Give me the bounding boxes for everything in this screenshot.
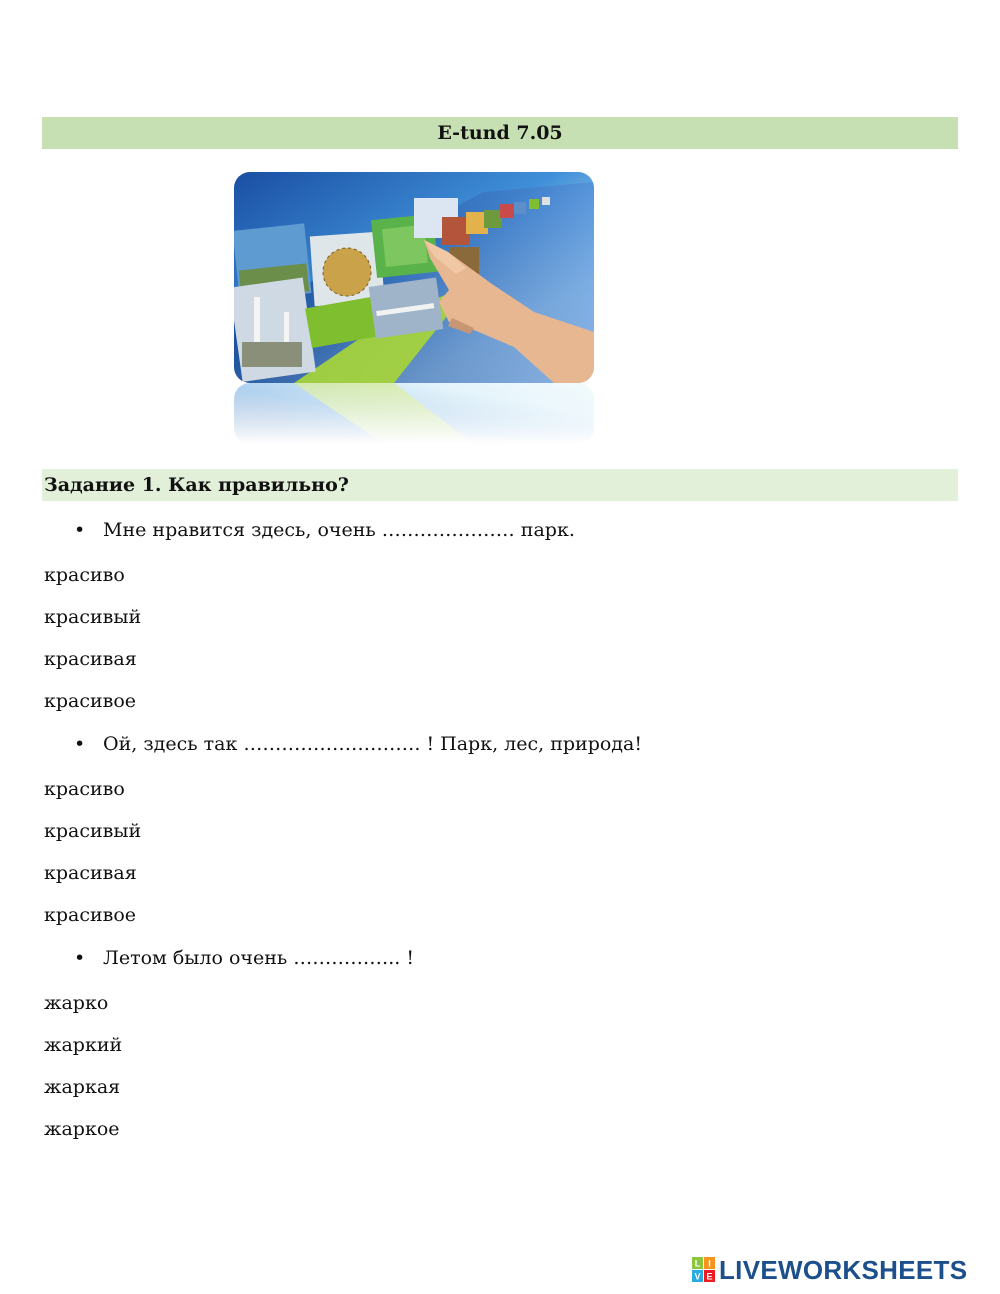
answer-option[interactable]: жаркое xyxy=(44,1118,120,1140)
logo-letter: L xyxy=(694,1258,701,1269)
logo-letter: E xyxy=(706,1271,713,1282)
bullet-icon: • xyxy=(74,519,86,541)
question-3 xyxy=(74,944,414,972)
brand-name: LIVEWORKSHEETS xyxy=(719,1254,968,1285)
answer-option[interactable]: жаркая xyxy=(44,1076,121,1098)
task-heading: Задание 1. Как правильно? xyxy=(42,469,958,501)
photo-tile-mosque xyxy=(234,277,316,381)
liveworksheets-logo xyxy=(692,1255,967,1285)
question-text: Ой, здесь так ………………………. ! Парк, лес, природа! xyxy=(103,733,642,755)
answer-option[interactable]: красивый xyxy=(44,820,142,842)
question-text: Летом было очень …………….. ! xyxy=(103,947,415,969)
live-blocks-icon xyxy=(692,1257,716,1283)
logo-letter: V xyxy=(694,1271,701,1282)
answer-option[interactable]: жаркий xyxy=(44,1034,123,1056)
answer-option[interactable]: красивое xyxy=(44,904,137,926)
answer-option[interactable]: красиво xyxy=(44,778,125,800)
bullet-icon: • xyxy=(74,947,86,969)
question-2 xyxy=(74,730,642,758)
hero-image xyxy=(234,172,594,444)
photo-tile-bridge xyxy=(369,278,444,339)
answer-option[interactable]: красивое xyxy=(44,690,137,712)
answer-option[interactable]: красивая xyxy=(44,862,137,884)
answer-option[interactable]: жарко xyxy=(44,992,109,1014)
bullet-icon: • xyxy=(74,733,86,755)
answer-option[interactable]: красивый xyxy=(44,606,142,628)
logo-letter: I xyxy=(708,1258,711,1269)
answer-option[interactable]: красиво xyxy=(44,564,125,586)
question-1 xyxy=(74,516,575,544)
page-title: E-tund 7.05 xyxy=(42,117,958,149)
question-text: Мне нравится здесь, очень ………………… парк. xyxy=(103,519,575,541)
answer-option[interactable]: красивая xyxy=(44,648,137,670)
